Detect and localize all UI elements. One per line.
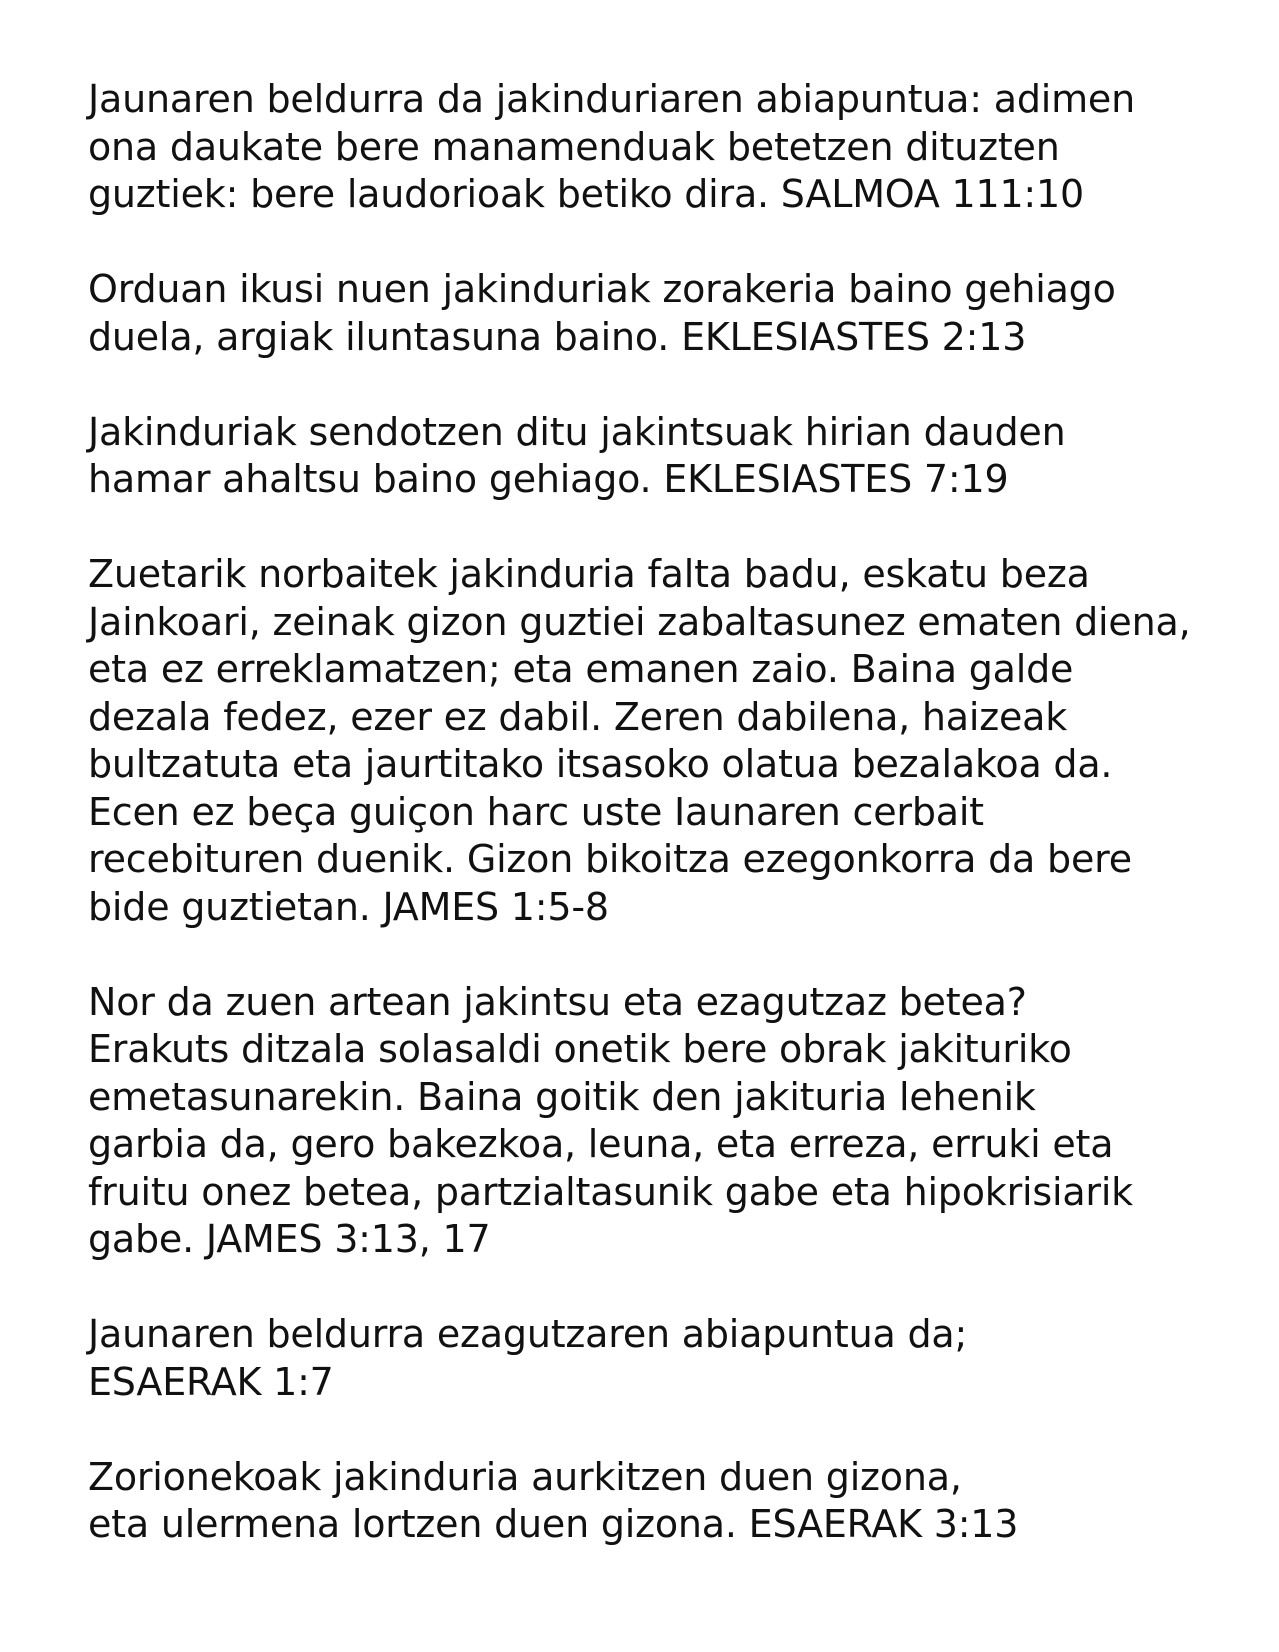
text-line: ESAERAK 1:7	[88, 1359, 334, 1404]
text-line: Orduan ikusi nuen jakinduriak zorakeria baino gehiago	[88, 267, 1116, 311]
text-line: fruitu onez betea, partzialtasunik gabe eta hipokrisiarik	[88, 1169, 1133, 1214]
text-line: eta ez erreklamatzen; eta emanen zaio. Baina galde	[88, 647, 1074, 691]
verse-paragraph	[88, 551, 1248, 931]
verse-paragraph	[88, 979, 1248, 1264]
text-line: Erakuts ditzala solasaldi onetik bere obrak jakituriko	[88, 1027, 1072, 1071]
text-line: gabe. JAMES 3:13, 17	[88, 1217, 491, 1261]
text-line: ona daukate bere manamenduak betetzen dituzten	[88, 124, 1060, 169]
text-line: garbia da, gero bakezkoa, leuna, eta erreza, erruki eta	[88, 1122, 1114, 1166]
verse-paragraph	[88, 76, 1248, 219]
text-line: Jainkoari, zeinak gizon guztiei zabaltasunez ematen diena,	[88, 599, 1191, 644]
text-line: guztiek: bere laudorioak betiko dira. SALMOA 111:10	[88, 172, 1084, 216]
text-line: dezala fedez, ezer ez dabil. Zeren dabilena, haizeak	[88, 694, 1068, 739]
text-line: Zorionekoak jakinduria aurkitzen duen gizona,	[88, 1454, 962, 1499]
text-line: Jakinduriak sendotzen ditu jakintsuak hirian dauden	[88, 409, 1066, 454]
text-line: Ecen ez beça guiçon harc uste Iaunaren cerbait	[88, 789, 984, 834]
text-line: Jaunaren beldurra ezagutzaren abiapuntua da;	[88, 1312, 968, 1356]
text-line: emetasunarekin. Baina goitik den jakituria lehenik	[88, 1074, 1036, 1119]
text-line: recebituren duenik. Gizon bikoitza ezegonkorra da bere	[88, 837, 1132, 881]
text-line: Nor da zuen artean jakintsu eta ezagutzaz betea?	[88, 979, 1027, 1024]
verse-paragraph	[88, 409, 1248, 504]
verse-paragraph	[88, 266, 1248, 361]
text-line: Jaunaren beldurra da jakinduriaren abiapuntua: adimen	[88, 77, 1135, 121]
text-line: bultzatuta eta jaurtitako itsasoko olatua bezalakoa da.	[88, 742, 1113, 786]
text-line: hamar ahaltsu baino gehiago. EKLESIASTES 7:19	[88, 457, 1009, 501]
verse-paragraph	[88, 1454, 1248, 1549]
text-line: Zuetarik norbaitek jakinduria falta badu, eskatu beza	[88, 552, 1090, 596]
verse-paragraph	[88, 1311, 1248, 1406]
text-line: duela, argiak iluntasuna baino. EKLESIASTES 2:13	[88, 314, 1027, 359]
text-line: bide guztietan. JAMES 1:5-8	[88, 884, 609, 929]
text-line: eta ulermena lortzen duen gizona. ESAERAK 3:13	[88, 1502, 1019, 1546]
document-page	[88, 76, 1248, 1549]
